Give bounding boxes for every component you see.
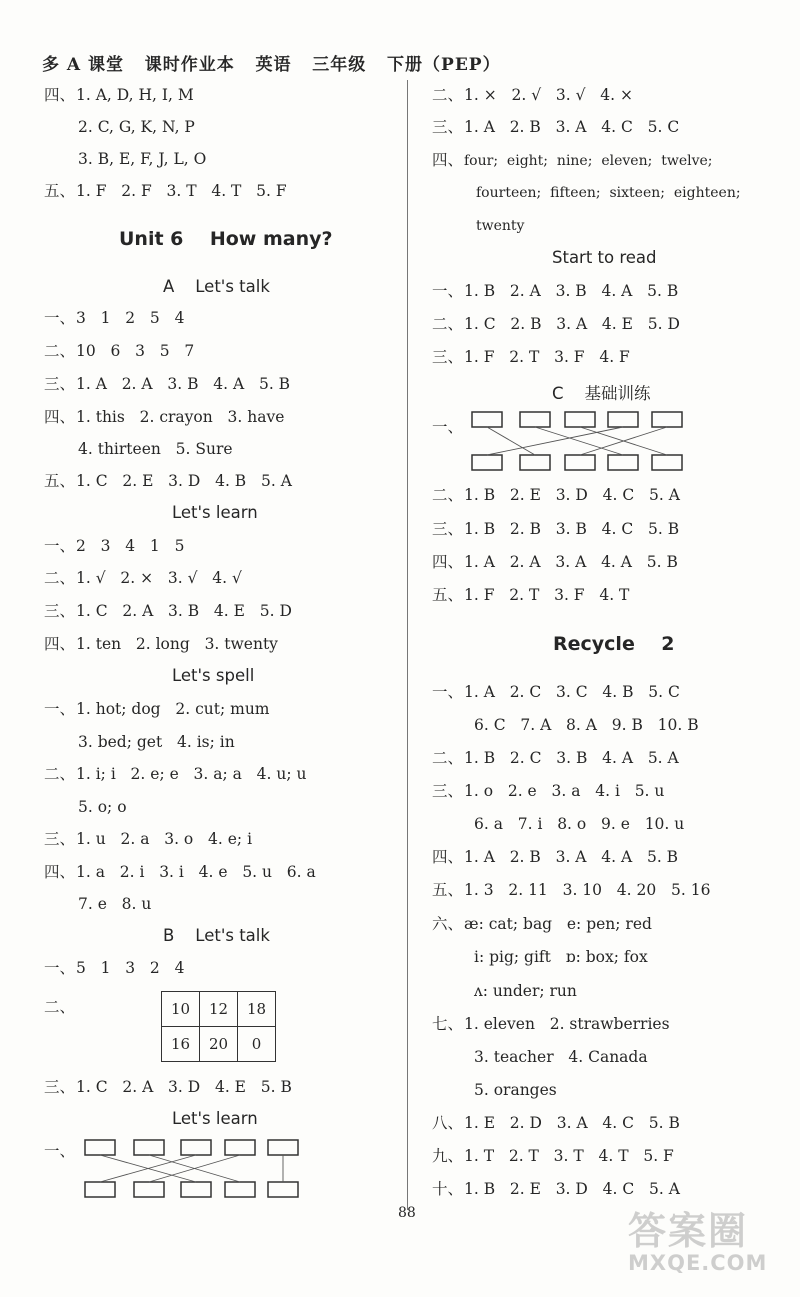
grid-cell: 10 xyxy=(162,992,200,1027)
answer-line: 三、1. A 2. B 3. A 4. C 5. C xyxy=(432,118,680,136)
match-box xyxy=(181,1182,211,1197)
match-box xyxy=(268,1140,298,1155)
column-divider xyxy=(407,80,408,1210)
page-number: 88 xyxy=(398,1205,416,1221)
unit-title: Unit 6 How many? xyxy=(119,228,333,250)
answer-line: 3. bed; get 4. is; in xyxy=(78,733,235,751)
answer-line: 5. oranges xyxy=(474,1081,557,1099)
answer-line: 六、æ: cat; bag e: pen; red xyxy=(432,915,652,933)
answer-line: 7. e 8. u xyxy=(78,895,152,913)
match-line xyxy=(487,427,535,455)
answer-line: 3. teacher 4. Canada xyxy=(474,1048,648,1066)
table-row xyxy=(162,992,276,1027)
match-box xyxy=(652,412,682,427)
answer-line: 八、1. E 2. D 3. A 4. C 5. B xyxy=(432,1114,680,1132)
answer-line: 四、four; eight; nine; eleven; twelve; xyxy=(432,151,713,169)
answer-line: 七、1. eleven 2. strawberries xyxy=(432,1015,670,1033)
answer-line: 四、1. this 2. crayon 3. have xyxy=(44,408,285,426)
match-box xyxy=(565,455,595,470)
table-row xyxy=(162,1027,276,1062)
answer-line: 4. thirteen 5. Sure xyxy=(78,440,233,458)
match-line xyxy=(535,427,623,455)
section-title: B Let's talk xyxy=(163,926,270,945)
section-title: A Let's talk xyxy=(163,277,270,296)
answer-line: 一、1. A 2. C 3. C 4. B 5. C xyxy=(432,683,680,701)
answer-line: 二、1. i; i 2. e; e 3. a; a 4. u; u xyxy=(44,765,307,783)
answer-line: 6. C 7. A 8. A 9. B 10. B xyxy=(474,716,699,734)
match-box xyxy=(85,1140,115,1155)
section-title: Let's learn xyxy=(172,1109,258,1128)
answer-line: 五、1. F 2. T 3. F 4. T xyxy=(432,586,630,604)
answer-line: 一、2 3 4 1 5 xyxy=(44,537,185,555)
answer-line: 二、1. √ 2. × 3. √ 4. √ xyxy=(44,569,242,587)
answer-line: 五、1. F 2. F 3. T 4. T 5. F xyxy=(44,182,287,200)
answer-line: 一、5 1 3 2 4 xyxy=(44,959,185,977)
match-box xyxy=(472,455,502,470)
match-box xyxy=(181,1140,211,1155)
grid-cell: 20 xyxy=(200,1027,238,1062)
match-box xyxy=(268,1182,298,1197)
section-title: C 基础训练 xyxy=(552,384,651,403)
answer-line: 四、1. a 2. i 3. i 4. e 5. u 6. a xyxy=(44,863,316,881)
answer-line: 四、1. A, D, H, I, M xyxy=(44,86,194,104)
unit-title: Recycle 2 xyxy=(553,633,675,655)
answer-line: 5. o; o xyxy=(78,798,127,816)
match-box xyxy=(85,1182,115,1197)
answer-line: 九、1. T 2. T 3. T 4. T 5. F xyxy=(432,1147,674,1165)
match-box xyxy=(520,455,550,470)
grid-cell: 18 xyxy=(238,992,276,1027)
answer-line: twenty xyxy=(476,218,525,234)
match-box xyxy=(520,412,550,427)
section-title: Let's spell xyxy=(172,666,255,685)
answer-line: 二、1. B 2. E 3. D 4. C 5. A xyxy=(432,486,680,504)
answer-line: i: pig; gift ɒ: box; fox xyxy=(474,948,648,966)
match-box xyxy=(608,455,638,470)
answer-line: 三、1. u 2. a 3. o 4. e; i xyxy=(44,830,253,848)
answer-line: 一、1. hot; dog 2. cut; mum xyxy=(44,700,270,718)
answer-line: 三、1. B 2. B 3. B 4. C 5. B xyxy=(432,520,680,538)
match-box xyxy=(472,412,502,427)
watermark-logo: 答案圈 MXQE.COM xyxy=(628,1209,768,1275)
answer-line: 2. C, G, K, N, P xyxy=(78,118,195,136)
answer-line: 一、1. B 2. A 3. B 4. A 5. B xyxy=(432,282,679,300)
answer-line: 一、3 1 2 5 4 xyxy=(44,309,185,327)
answer-line: 三、1. o 2. e 3. a 4. i 5. u xyxy=(432,782,665,800)
answer-line: 四、1. A 2. B 3. A 4. A 5. B xyxy=(432,848,679,866)
match-box xyxy=(134,1140,164,1155)
answer-line: 二、10 6 3 5 7 xyxy=(44,342,195,360)
answer-line: 四、1. ten 2. long 3. twenty xyxy=(44,635,278,653)
matching-diagram xyxy=(470,410,690,472)
match-box xyxy=(134,1182,164,1197)
answer-line: 五、1. 3 2. 11 3. 10 4. 20 5. 16 xyxy=(432,881,711,899)
answer-label: 一、 xyxy=(432,418,464,436)
match-box xyxy=(608,412,638,427)
answer-line: 四、1. A 2. A 3. A 4. A 5. B xyxy=(432,553,678,571)
answer-line: 二、1. C 2. B 3. A 4. E 5. D xyxy=(432,315,680,333)
section-title: Let's learn xyxy=(172,503,258,522)
answer-line: 三、1. F 2. T 3. F 4. F xyxy=(432,348,630,366)
answer-line: 三、1. C 2. A 3. B 4. E 5. D xyxy=(44,602,292,620)
answer-line: 3. B, E, F, J, L, O xyxy=(78,150,207,168)
answer-line: 三、1. C 2. A 3. D 4. E 5. B xyxy=(44,1078,292,1096)
answer-label: 二、 xyxy=(44,998,76,1016)
answer-line: 二、1. × 2. √ 3. √ 4. × xyxy=(432,86,633,104)
match-line xyxy=(487,427,623,455)
matching-diagram xyxy=(80,1138,305,1200)
answer-line: 二、1. B 2. C 3. B 4. A 5. A xyxy=(432,749,679,767)
answer-line: ʌ: under; run xyxy=(474,982,577,1000)
answer-line: fourteen; fifteen; sixteen; eighteen; xyxy=(476,185,741,201)
answer-line: 6. a 7. i 8. o 9. e 10. u xyxy=(474,815,685,833)
page-header: 多 A 课堂 课时作业本 英语 三年级 下册（PEP） xyxy=(42,55,501,75)
grid-cell: 12 xyxy=(200,992,238,1027)
grid-cell: 0 xyxy=(238,1027,276,1062)
answer-line: 十、1. B 2. E 3. D 4. C 5. A xyxy=(432,1180,680,1198)
match-box xyxy=(565,412,595,427)
section-title: Start to read xyxy=(552,248,657,267)
answer-line: 三、1. A 2. A 3. B 4. A 5. B xyxy=(44,375,291,393)
answer-label: 一、 xyxy=(44,1142,76,1160)
answer-line: 五、1. C 2. E 3. D 4. B 5. A xyxy=(44,472,292,490)
number-grid xyxy=(161,991,276,1062)
match-box xyxy=(225,1182,255,1197)
match-box xyxy=(652,455,682,470)
match-box xyxy=(225,1140,255,1155)
grid-cell: 16 xyxy=(162,1027,200,1062)
